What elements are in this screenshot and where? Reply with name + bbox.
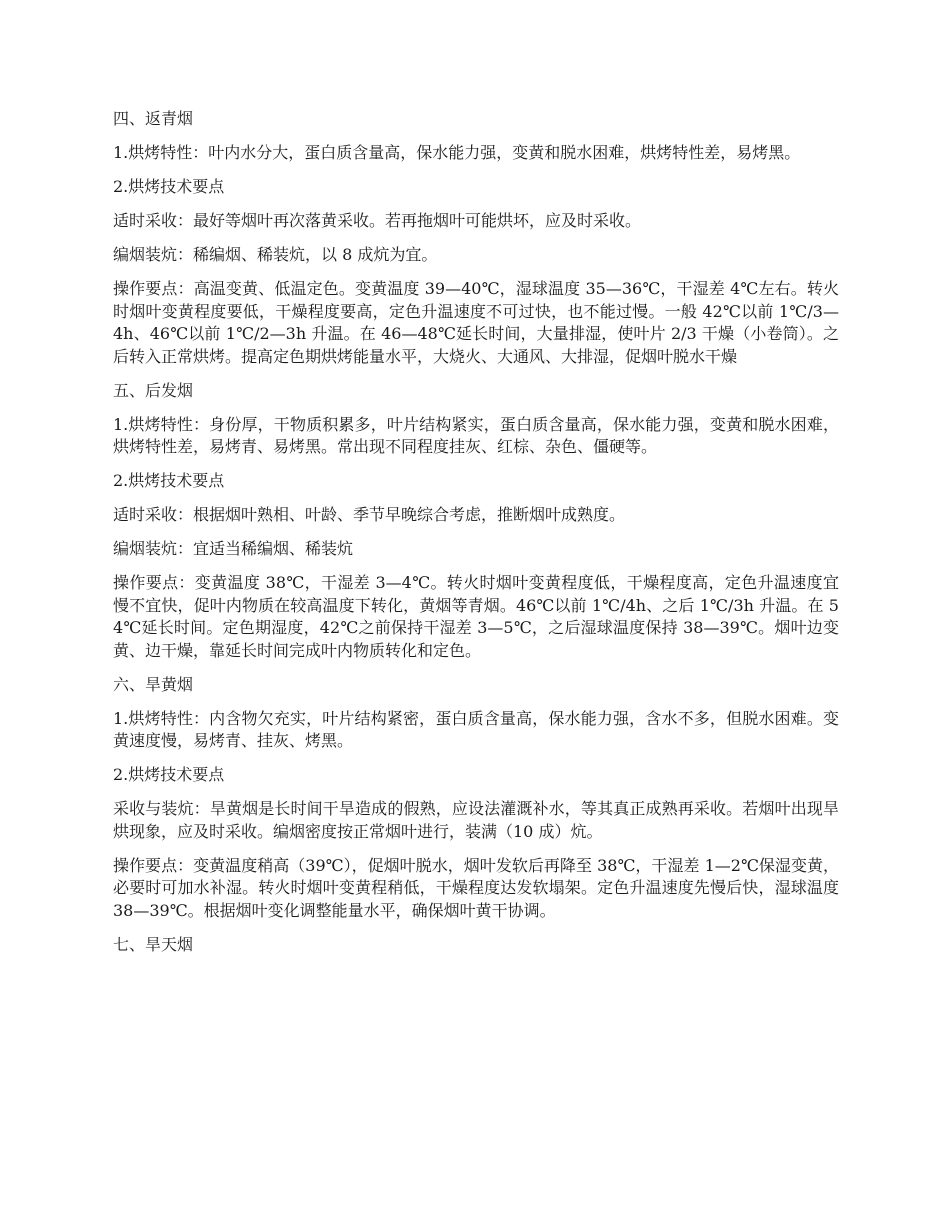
section-heading-7: 七、旱天烟 (113, 934, 194, 954)
paragraph-5-2: 2.烘烤技术要点 (113, 471, 225, 490)
paragraph-4-2: 2.烘烤技术要点 (113, 177, 225, 196)
paragraph-5-5: 操作要点：变黄温度 38℃，干湿差 3—4℃。转火时烟叶变黄程度低，干燥程度高，定色升温速度宜慢不宜快，促叶内物质在较高温度下转化，黄烟等青烟。46℃以前 1℃/4h、之后 1℃/3h 升温。在 54℃延长时间。定色期湿度，42℃之前保持干湿差 3—5℃，之后湿球温度保持 38—39℃。烟叶边变黄、边干燥，靠延长时间完成叶内物质转化和定色。 (113, 573, 839, 660)
paragraph-6-3: 采收与装炕：旱黄烟是长时间干旱造成的假熟，应设法灌溉补水，等其真正成熟再采收。若烟叶出现旱烘现象，应及时采收。编烟密度按正常烟叶进行，装满（10 成）炕。 (113, 799, 839, 841)
paragraph-5-3: 适时采收：根据烟叶熟相、叶龄、季节早晚综合考虑，推断烟叶成熟度。 (113, 505, 626, 524)
paragraph-6-1: 1.烘烤特性：内含物欠充实，叶片结构紧密，蛋白质含量高，保水能力强，含水不多，但脱水困难。变黄速度慢，易烤青、挂灰、烤黑。 (113, 708, 839, 750)
paragraph-4-4: 编烟装炕：稀编烟、稀装炕，以 8 成炕为宜。 (113, 245, 438, 264)
paragraph-6-2: 2.烘烤技术要点 (113, 765, 225, 784)
paragraph-4-5: 操作要点：高温变黄、低温定色。变黄温度 39—40℃，湿球温度 35—36℃，干湿差 4℃左右。转火时烟叶变黄程度要低，干燥程度要高，定色升温速度不可过快，也不能过慢。一般 42℃以前 1℃/3—4h、46℃以前 1℃/2—3h 升温。在 46—48℃延长时间，大量排湿，使叶片 2/3 干燥（小卷筒）。之后转入正常烘烤。提高定色期烘烤能量水平，大烧火、大通风、大排湿，促烟叶脱水干燥 (113, 279, 839, 366)
paragraph-6-4: 操作要点：变黄温度稍高（39℃），促烟叶脱水，烟叶发软后再降至 38℃，干湿差 1—2℃保湿变黄，必要时可加水补湿。转火时烟叶变黄程稍低，干燥程度达发软塌架。定色升温速度先慢后快，湿球温度 38—39℃。根据烟叶变化调整能量水平，确保烟叶黄干协调。 (113, 855, 839, 920)
paragraph-5-1: 1.烘烤特性：身份厚，干物质积累多，叶片结构紧实，蛋白质含量高，保水能力强，变黄和脱水困难，烘烤特性差，易烤青、易烤黑。常出现不同程度挂灰、红棕、杂色、僵硬等。 (113, 414, 839, 456)
section-heading-6: 六、旱黄烟 (113, 674, 194, 694)
section-heading-5: 五、后发烟 (113, 380, 194, 400)
paragraph-4-1: 1.烘烤特性：叶内水分大，蛋白质含量高，保水能力强，变黄和脱水困难，烘烤特性差，易烤黑。 (113, 143, 801, 162)
paragraph-4-3: 适时采收：最好等烟叶再次落黄采收。若再拖烟叶可能烘坏，应及时采收。 (113, 211, 642, 230)
paragraph-5-4: 编烟装炕：宜适当稀编烟、稀装炕 (113, 539, 354, 558)
document-page (113, 108, 839, 968)
section-heading-4: 四、返青烟 (113, 109, 194, 128)
